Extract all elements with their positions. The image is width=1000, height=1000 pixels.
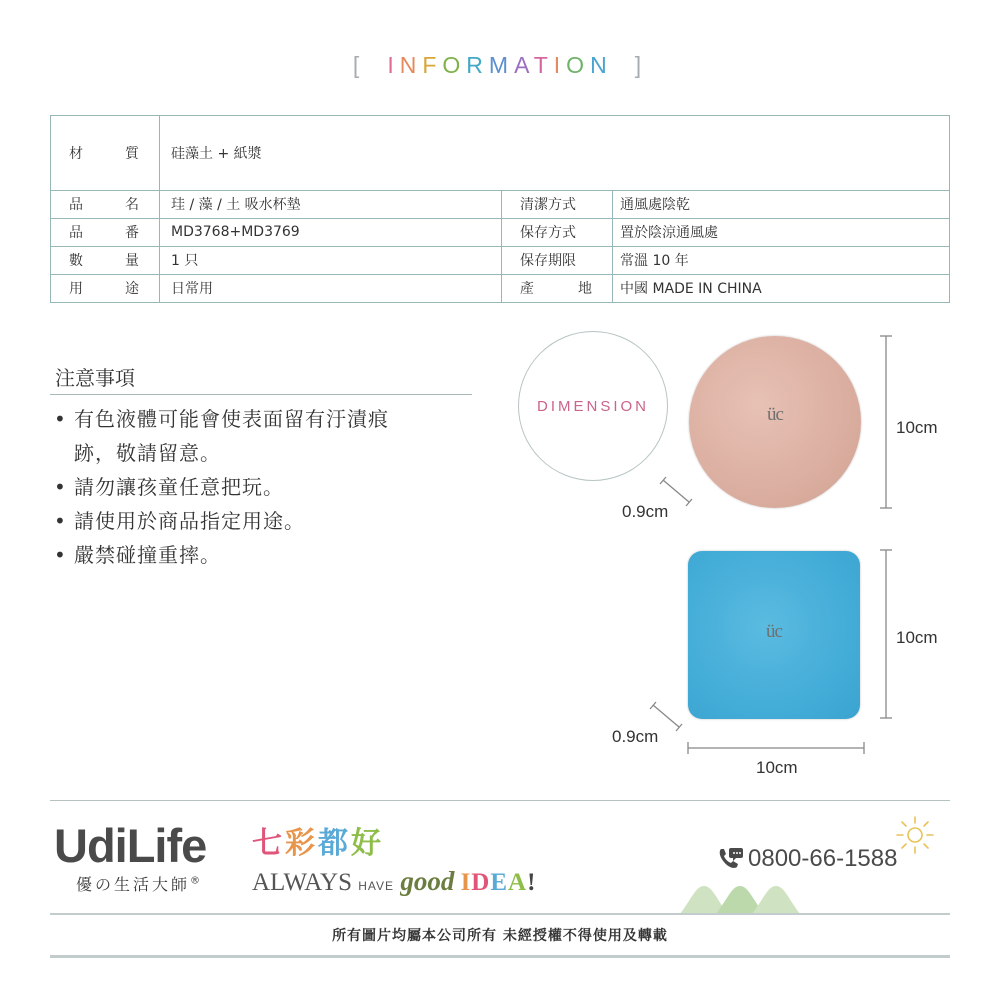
phone-number: 0800-66-1588 [748,845,898,872]
slogan-char: 都 [318,826,351,861]
note-item: • 有色液體可能會使表面留有汙漬痕 [54,407,389,431]
spec-value-material: 硅藻土 + 紙漿 [171,146,262,162]
note-item-continuation: 跡，敬請留意。 [74,441,221,465]
information-title [0,52,1000,86]
note-item: • 請勿讓孩童任意把玩。 [54,475,284,499]
phone-icon [716,846,744,872]
notes-divider [50,394,472,395]
product-logo-mark: üc [767,404,783,425]
brand-subtitle: 優の生活大師® [76,875,204,894]
spec-label: 清潔方式 [520,197,576,213]
title-letter: N [590,52,613,78]
slogan-char: 七 [252,826,285,861]
square-width-label: 10cm [756,758,798,777]
idea-letter: D [471,869,491,896]
spec-value: MD3768+MD3769 [171,224,300,240]
phone-contact[interactable] [716,845,897,873]
slogan-idea [461,869,528,896]
copyright-notice: 所有圖片均屬本公司所有 未經授權不得使用及轉載 [332,928,668,944]
sun-icon [895,815,935,855]
title-letter: N [399,52,423,78]
spec-label-material: 材 質 [69,146,139,162]
slogan-char: 好 [351,826,384,861]
slogan-english: ALWAYS HAVE good IDEA! [252,866,536,896]
spec-label: 品 名 [69,197,139,213]
footer-divider-middle [50,913,950,915]
title-letter: R [466,52,489,78]
spec-label: 保存期限 [520,253,576,269]
spec-value: 日常用 [171,281,213,297]
spec-table [50,115,950,303]
idea-letter: E [490,869,509,896]
spec-row [51,190,949,219]
spec-row [51,246,949,275]
footer-divider-bottom [50,955,950,958]
title-letter: F [422,52,443,78]
title-bracket-close: ] [634,52,648,78]
footer-divider-top [50,800,950,801]
round-thickness-label: 0.9cm [622,502,669,521]
idea-letter: A [508,869,528,896]
spec-label: 數 量 [69,253,139,269]
spec-label: 用 途 [69,281,139,297]
note-item: • 嚴禁碰撞重摔。 [54,543,221,567]
spec-row [51,218,949,247]
slogan-char: 彩 [285,826,318,861]
slogan-chinese [252,818,384,862]
spec-value: 1 只 [171,253,199,269]
product-logo-mark: üc [766,621,782,642]
idea-letter: I [460,869,472,896]
title-letter: O [566,52,591,78]
spec-value: 中國 MADE IN CHINA [620,281,762,297]
title-text [387,52,612,78]
title-bracket-open: [ [352,52,366,78]
title-letter: M [488,52,515,78]
note-item: • 請使用於商品指定用途。 [54,509,305,533]
spec-value: 置於陰涼通風處 [620,225,718,241]
spec-label: 保存方式 [520,225,576,241]
square-height-label: 10cm [896,628,938,647]
spec-row-material [51,116,949,191]
brand-logo: UdiLife [54,819,207,872]
spec-label: 產 地 [520,281,592,297]
notes-list [52,402,482,572]
square-thickness-label: 0.9cm [612,727,659,746]
title-letter: T [533,52,554,78]
title-letter: I [553,52,567,78]
dimension-label: DIMENSION [536,397,649,415]
spec-value: 常溫 10 年 [620,253,689,269]
title-letter: O [442,52,467,78]
title-letter: I [387,52,400,78]
round-height-label: 10cm [896,418,938,437]
spec-value: 珪 / 藻 / 土 吸水杯墊 [171,197,301,213]
mountain-decoration-icon [680,878,810,914]
title-letter: A [514,52,534,78]
notes-title: 注意事項 [55,366,135,390]
spec-row [51,274,949,302]
spec-value: 通風處陰乾 [620,197,690,213]
dimension-lines [600,330,960,770]
spec-label: 品 番 [69,225,139,241]
